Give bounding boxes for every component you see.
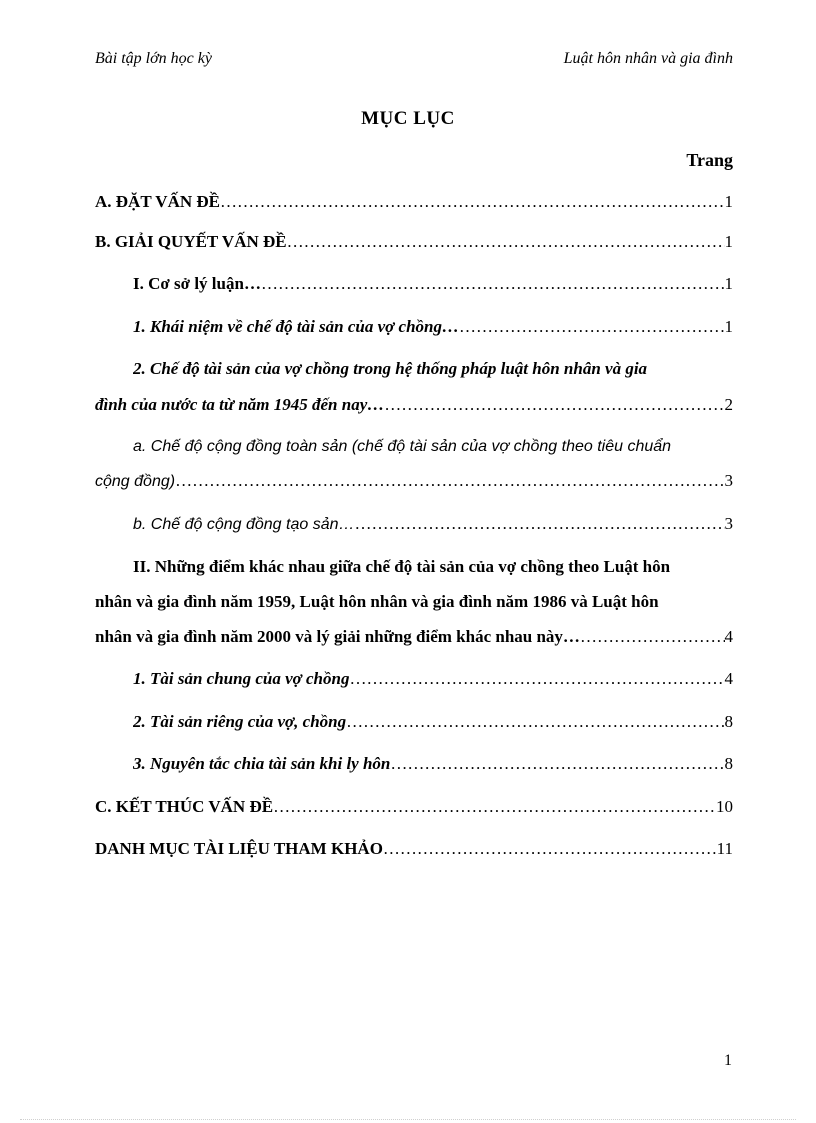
toc-entry-label: 2. Tài sản riêng của vợ, chồng — [133, 712, 347, 731]
toc-entry-label: II. Những điểm khác nhau giữa chế độ tài sản của vợ chồng theo Luật hôn — [133, 557, 671, 576]
toc-entry-label: 3. Nguyên tắc chia tài sản khi ly hôn — [133, 754, 391, 773]
toc-page-number: 1 — [724, 274, 733, 293]
toc-entry-label-continued: nhân và gia đình năm 2000 và lý giải những điểm khác nhau này… — [95, 627, 580, 646]
toc-entry-b-i-2-b[interactable] — [133, 512, 733, 537]
toc-entry-label: b. Chế độ cộng đồng tạo sản… — [133, 516, 355, 533]
leader-dots — [349, 667, 724, 691]
toc-page-number: 8 — [724, 754, 733, 773]
toc-entry-label: DANH MỤC TÀI LIỆU THAM KHẢO — [95, 839, 383, 858]
toc-entry-label-continued: nhân và gia đình năm 1959, Luật hôn nhân và gia đình năm 1986 và Luật hôn — [95, 592, 659, 611]
leader-dots — [580, 625, 725, 649]
toc-entry-a[interactable] — [95, 190, 733, 214]
toc-page-number: 2 — [724, 395, 733, 414]
toc-entry-b-i-1[interactable] — [133, 315, 733, 339]
leader-dots — [390, 752, 724, 776]
toc-entry-b-ii-line3[interactable] — [95, 625, 733, 649]
toc-page-number: 11 — [716, 839, 733, 858]
page-number: 1 — [724, 1052, 732, 1069]
toc-entry-b-i-2-line1[interactable] — [133, 357, 733, 381]
toc-page-number: 3 — [724, 471, 733, 490]
toc-entry-references[interactable] — [95, 837, 733, 861]
leader-dots — [220, 190, 724, 214]
toc-page-number: 10 — [716, 797, 733, 816]
toc-entry-label: C. KẾT THÚC VẤN ĐỀ — [95, 797, 274, 816]
toc-page-number: 4 — [724, 627, 733, 646]
toc-entry-label: B. GIẢI QUYẾT VẤN ĐỀ — [95, 232, 287, 251]
toc-entry-c[interactable] — [95, 795, 733, 819]
leader-dots — [261, 272, 725, 296]
page-bottom-divider — [20, 1119, 796, 1120]
leader-dots — [175, 469, 724, 493]
toc-title: MỤC LỤC — [361, 108, 455, 129]
leader-dots — [383, 837, 717, 861]
toc-entry-b-ii-line1[interactable] — [133, 555, 733, 579]
toc-page-number: 8 — [724, 712, 733, 731]
toc-entry-label: 1. Tài sản chung của vợ chồng — [133, 669, 350, 688]
toc-entry-label: a. Chế độ cộng đồng toàn sản (chế độ tài sản của vợ chồng theo tiêu chuẩn — [133, 438, 672, 455]
toc-entry-b-ii-1[interactable] — [133, 667, 733, 691]
toc-page-number: 1 — [724, 232, 733, 251]
toc-entry-label-continued: cộng đồng) — [95, 473, 176, 490]
leader-dots — [287, 230, 725, 254]
header-right-text: Luật hôn nhân và gia đình — [563, 50, 733, 67]
toc-page-number: 1 — [724, 317, 733, 336]
toc-entry-label: 2. Chế độ tài sản của vợ chồng trong hệ thống pháp luật hôn nhân và gia — [133, 359, 648, 378]
toc-entry-label-continued: đình của nước ta từ năm 1945 đến nay… — [95, 395, 385, 414]
toc-entry-b-ii-2[interactable] — [133, 710, 733, 734]
leader-dots — [355, 512, 725, 536]
toc-entry-b-i[interactable] — [133, 272, 733, 296]
header-left-text: Bài tập lớn học kỳ — [95, 50, 212, 67]
page-column-label: Trang — [686, 150, 733, 170]
leader-dots — [459, 315, 725, 339]
leader-dots — [346, 710, 724, 734]
toc-entry-b-i-2-a-line1[interactable] — [133, 434, 733, 459]
toc-entry-label: A. ĐẶT VẤN ĐỀ — [95, 192, 221, 211]
toc-page-number: 3 — [724, 514, 733, 533]
toc-entry-label: 1. Khái niệm về chế độ tài sản của vợ chồng… — [133, 317, 459, 336]
toc-entry-label: I. Cơ sở lý luận… — [133, 274, 261, 293]
toc-entry-b-ii-3[interactable] — [133, 752, 733, 776]
toc-page-number: 4 — [724, 669, 733, 688]
toc-entry-b-i-2-line2[interactable] — [95, 393, 733, 417]
leader-dots — [384, 393, 724, 417]
leader-dots — [273, 795, 716, 819]
toc-entry-b[interactable] — [95, 230, 733, 254]
toc-entry-b-ii-line2[interactable] — [95, 590, 733, 614]
toc-entry-b-i-2-a-line2[interactable] — [95, 469, 733, 494]
toc-page-number: 1 — [724, 192, 733, 211]
